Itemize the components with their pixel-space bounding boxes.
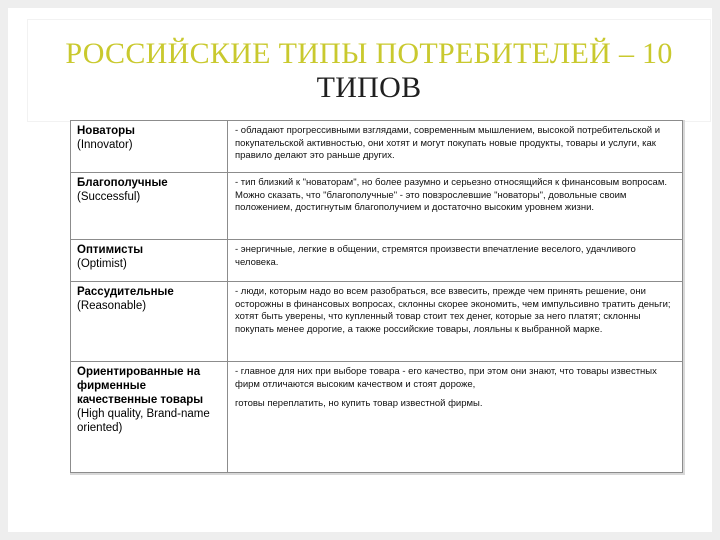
type-description-cell bbox=[228, 173, 683, 240]
type-name-en: (Reasonable) bbox=[77, 300, 147, 312]
consumer-types-table bbox=[70, 120, 683, 473]
type-description-cell bbox=[228, 121, 683, 173]
type-description: - энергичные, легкие в общении, стремятся произвести впечатление веселого, удачливого человека. bbox=[235, 244, 636, 268]
type-name-en: (High quality, Brand-name oriented) bbox=[77, 408, 210, 434]
type-name: Оптимисты bbox=[77, 244, 144, 256]
type-name: Новаторы bbox=[77, 125, 135, 137]
consumer-types-table-shadow bbox=[70, 120, 685, 475]
type-name-cell bbox=[71, 240, 228, 282]
type-name: Рассудительные bbox=[77, 286, 174, 298]
type-description-cell bbox=[228, 282, 683, 362]
type-name: Ориентированные на фирменные качественные товары bbox=[77, 366, 204, 406]
type-name-cell bbox=[71, 362, 228, 473]
table-row bbox=[71, 121, 683, 173]
type-name-cell bbox=[71, 173, 228, 240]
type-description-cell bbox=[228, 362, 683, 473]
type-name-en: (Innovator) bbox=[77, 139, 133, 151]
slide-title-line2: ТИПОВ bbox=[316, 70, 422, 104]
table-row bbox=[71, 240, 683, 282]
type-name-en: (Optimist) bbox=[77, 258, 127, 270]
type-description-cell bbox=[228, 240, 683, 282]
slide-title bbox=[65, 37, 672, 105]
type-name-cell bbox=[71, 282, 228, 362]
slide-title-line1: РОССИЙСКИЕ ТИПЫ ПОТРЕБИТЕЛЕЙ – 10 bbox=[65, 36, 673, 70]
type-name: Благополучные bbox=[77, 177, 168, 189]
table-row bbox=[71, 362, 683, 473]
type-description: - тип близкий к "новаторам", но более разумно и серьезно относящийся к финансовым вопросам. Можно сказать, что "благополучные" - это повзрослевшие "новаторы", довольные своим положением, достигнутым благополучием и достаточно высоким уровнем жизни. bbox=[235, 177, 667, 213]
table-row bbox=[71, 282, 683, 362]
type-description: готовы переплатить, но купить товар известной фирмы. bbox=[235, 398, 483, 409]
title-band bbox=[28, 20, 710, 121]
table-row bbox=[71, 173, 683, 240]
type-name-cell bbox=[71, 121, 228, 173]
type-description: - люди, которым надо во всем разобраться, все взвесить, прежде чем принять решение, они осторожны в финансовых вопросах, склонны скорее экономить, чем импульсивно тратить деньги; хотят быть уверены, что купленный товар стоит тех денег, которые за него платят; склонны покупать менее дорогие, а также российские товары, лояльны к выбранной марке. bbox=[235, 286, 671, 335]
type-description: - главное для них при выборе товара - его качество, при этом они знают, что товары известных фирм отличаются высоким качеством и стоят дороже, bbox=[235, 366, 657, 390]
type-name-en: (Successful) bbox=[77, 191, 141, 203]
type-description: - обладают прогрессивными взглядами, современным мышлением, высокой потребительской и покупательской активностью, они хотят и могут покупать новые продукты, товары и услуги, как правило делают это раньше других. bbox=[235, 125, 661, 161]
